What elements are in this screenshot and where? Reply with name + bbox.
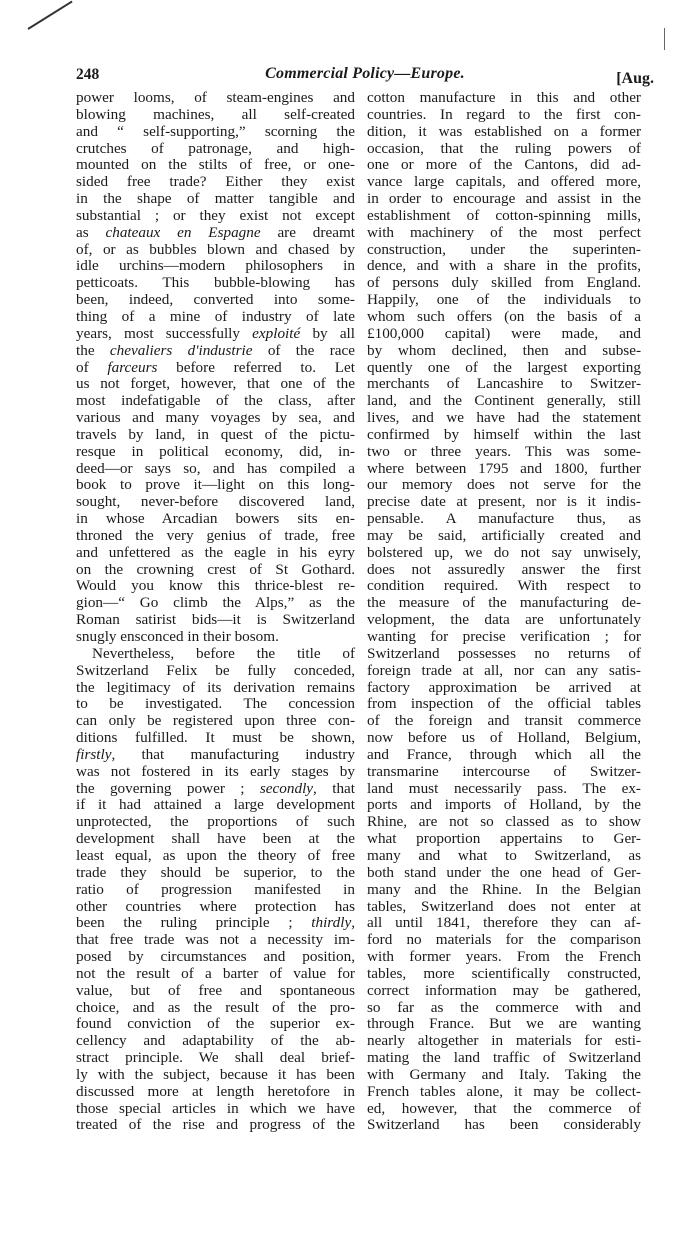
text-line: firstly, that manufacturing industry <box>76 745 355 763</box>
text-line: now before us of Holland, Belgium, <box>367 729 641 747</box>
italic-phrase: firstly <box>76 745 112 763</box>
text-line: development shall have been at the <box>76 830 355 848</box>
text-line: in whose Arcadian bowers sits en- <box>76 510 355 528</box>
text-line: of persons duly skilled from England. <box>367 274 641 292</box>
text-line: ford no materials for the comparison <box>367 931 641 949</box>
text-line: bolstered up, we do not say unwisely, <box>367 543 641 561</box>
text-line: substantial ; or they exist not except <box>76 206 355 224</box>
text-line: to be investigated. The concession <box>76 695 355 713</box>
page-header <box>76 64 654 88</box>
text-line: petticoats. This bubble-blowing has <box>76 274 355 292</box>
right-text-column <box>367 90 641 1134</box>
text-line: dence, and with a share in the profits, <box>367 257 641 275</box>
text-line: both stand under the one head of Ger- <box>367 863 641 881</box>
text-line: was not fostered in its early stages by <box>76 762 355 780</box>
text-line: confirmed by himself within the last <box>367 425 641 443</box>
text-line: French tables alone, it may be collect- <box>367 1082 641 1100</box>
text-line: foreign trade at all, nor can any satis- <box>367 661 641 679</box>
text-line: trade they should be superior, to the <box>76 863 355 881</box>
text-line: whom such offers (on the basis of a <box>367 307 641 325</box>
text-line: crutches of patronage, and high- <box>76 139 355 157</box>
text-line: stract principle. We shall deal brief- <box>76 1049 355 1067</box>
text-line: Happily, one of the individuals to <box>367 291 641 309</box>
text-line: condition required. With respect to <box>367 577 641 595</box>
text-line: deed—or says so, and has compiled a <box>76 459 355 477</box>
text-line: tables, more scientifically constructed, <box>367 964 641 982</box>
text-line: in the shape of matter tangible and <box>76 190 355 208</box>
text-line: occasion, that the ruling powers of <box>367 139 641 157</box>
left-text-column <box>76 90 355 1134</box>
text-line: sought, never-before discovered land, <box>76 493 355 511</box>
text-line: cellency and adaptability of the ab- <box>76 1032 355 1050</box>
text-line: on the crowning crest of St Gothard. <box>76 560 355 578</box>
text-line: been the ruling principle ; thirdly, <box>76 914 355 932</box>
text-line: choice, and as the result of the pro- <box>76 998 355 1016</box>
text-line: velopment, the data are unfortunately <box>367 611 641 629</box>
text-line: vance large capitals, and offered more, <box>367 173 641 191</box>
text-line: where between 1795 and 1800, further <box>367 459 641 477</box>
text-line: with former years. From the French <box>367 948 641 966</box>
text-line: wanting for precise verification ; for <box>367 628 641 645</box>
text-line: construction, under the superinten- <box>367 240 641 258</box>
text-line: the measure of the manufacturing de- <box>367 594 641 612</box>
text-line: that free trade was not a necessity im- <box>76 931 355 949</box>
text-line: those special articles in which we have <box>76 1099 355 1117</box>
text-line: mating the land traffic of Switzerland <box>367 1049 641 1067</box>
text-line: posed by circumstances and position, <box>76 948 355 966</box>
italic-phrase: secondly <box>259 779 314 797</box>
text-line: many and what to Switzerland, as <box>367 846 641 864</box>
text-line: Switzerland possesses no returns of <box>367 644 641 662</box>
text-line: countries. In regard to the first con- <box>367 105 641 123</box>
text-line: idle urchins—modern philosophers in <box>76 257 355 275</box>
text-line: two or three years. This was some- <box>367 442 641 460</box>
text-line: by whom declined, then and subse- <box>367 341 641 359</box>
text-line: may be said, artificially created and <box>367 526 641 544</box>
text-line: ports and imports of Holland, by the <box>367 796 641 814</box>
text-line: unprotected, the proportions of such <box>76 813 355 831</box>
text-line: us not forget, however, that one of the <box>76 375 355 393</box>
italic-phrase: thirdly <box>311 914 352 932</box>
text-line: what proportion appertains to Ger- <box>367 830 641 848</box>
text-line: snugly ensconced in their bosom. <box>76 628 279 645</box>
text-line: Switzerland Felix be fully conceded, <box>76 661 355 679</box>
text-line: factory approximation be arrived at <box>367 678 641 696</box>
text-line: £100,000 capital) were made, and <box>367 324 641 342</box>
text-line: the chevaliers d'industrie of the race <box>76 341 355 359</box>
text-line: establishment of cotton-spinning mills, <box>367 206 641 224</box>
text-line: been, indeed, converted into some- <box>76 291 355 309</box>
text-line: all until 1841, therefore they can af- <box>367 914 641 932</box>
text-line: transmarine intercourse of Switzer- <box>367 762 641 780</box>
text-line: merchants of Lancashire to Switzer- <box>367 375 641 393</box>
text-line: lives, and we have had the statement <box>367 409 641 427</box>
text-line: not the result of a barter of value for <box>76 964 355 982</box>
text-line: with Germany and Italy. Taking the <box>367 1065 641 1083</box>
text-line: does not assuredly answer the first <box>367 560 641 578</box>
text-line: our memory does not serve for the <box>367 476 641 494</box>
text-line: if it had attained a large development <box>76 796 355 814</box>
text-line: Would you know this thrice-blest re- <box>76 577 355 595</box>
text-line: most indefatigable of the class, after <box>76 392 355 410</box>
text-line: land must necessarily pass. The ex- <box>367 779 641 797</box>
text-line: found conviction of the superior ex- <box>76 1015 355 1033</box>
page-number: 248 <box>76 66 100 83</box>
text-line: cotton manufacture in this and other <box>367 89 641 106</box>
text-line: discussed more at length heretofore in <box>76 1082 355 1100</box>
text-line: the legitimacy of its derivation remains <box>76 678 355 696</box>
text-line: of the foreign and transit commerce <box>367 712 641 730</box>
text-line: as chateaux en Espagne are dreamt <box>76 223 355 241</box>
margin-edge-mark <box>664 28 665 50</box>
text-line: from inspection of the official tables <box>367 695 641 713</box>
text-line: correct information may be gathered, <box>367 981 641 999</box>
text-line: Roman satirist bids—it is Switzerland <box>76 611 355 629</box>
text-line: and “ self-supporting,” scorning the <box>76 122 355 140</box>
text-line: travels by land, in quest of the pictu- <box>76 425 355 443</box>
text-line: treated of the rise and progress of the <box>76 1116 355 1134</box>
pen-stroke-mark <box>27 1 72 30</box>
text-line: book to prove it—light on this long- <box>76 476 355 494</box>
text-line: ratio of progression manifested in <box>76 880 355 898</box>
text-line: of farceurs before referred to. Let <box>76 358 355 376</box>
text-line: value, but of free and spontaneous <box>76 981 355 999</box>
italic-phrase: exploité <box>252 324 301 342</box>
italic-phrase: chateaux en Espagne <box>105 223 261 241</box>
text-line: with machinery of the most perfect <box>367 223 641 241</box>
text-line: of, or as bubbles blown and chased by <box>76 240 355 258</box>
text-line: dition, it was established on a former <box>367 122 641 140</box>
text-line: nearly altogether in materials for esti- <box>367 1032 641 1050</box>
text-line: in order to encourage and assist in the <box>367 190 641 208</box>
text-line: and unfettered as the eagle in his eyry <box>76 543 355 561</box>
text-line: mounted on the stilts of free, or one- <box>76 156 355 174</box>
text-line: Rhine, are not so classed as to show <box>367 813 641 831</box>
text-line: least equal, as upon the theory of free <box>76 846 355 864</box>
text-line: blowing machines, all self-created <box>76 105 355 123</box>
text-line: Nevertheless, before the title of <box>92 644 355 662</box>
text-line: ly with the subject, because it has been <box>76 1065 355 1083</box>
text-line: various and many voyages by sea, and <box>76 409 355 427</box>
text-line: can only be registered upon three con- <box>76 712 355 730</box>
text-line: ed, however, that the commerce of <box>367 1099 641 1117</box>
text-line: sided free trade? Either they exist <box>76 173 355 191</box>
text-line: resque in political economy, did, in- <box>76 442 355 460</box>
text-line: through France. But we are wanting <box>367 1015 641 1033</box>
text-line: throned the very genius of trade, free <box>76 526 355 544</box>
italic-phrase: farceurs <box>107 358 158 376</box>
text-line: and France, through which all the <box>367 745 641 763</box>
text-line: Switzerland has been considerably <box>367 1116 641 1134</box>
text-line: pensable. A manufacture thus, as <box>367 510 641 528</box>
text-line: one or more of the Cantons, did ad- <box>367 156 641 174</box>
text-line: tables, Switzerland does not enter at <box>367 897 641 915</box>
text-line: ditions fulfilled. It must be shown, <box>76 729 355 747</box>
text-line: quently one of the largest exporting <box>367 358 641 376</box>
text-line: thing of a mine of industry of late <box>76 307 355 325</box>
text-line: the governing power ; secondly, that <box>76 779 355 797</box>
running-title: Commercial Policy—Europe. <box>265 65 465 82</box>
text-line: precise date at present, nor is it indis- <box>367 493 641 511</box>
text-line: many and the Rhine. In the Belgian <box>367 880 641 898</box>
text-line: so far as the commerce with and <box>367 998 641 1016</box>
text-line: land, and the Continent generally, still <box>367 392 641 410</box>
text-line: other countries where protection has <box>76 897 355 915</box>
text-line: gion—“ Go climb the Alps,” as the <box>76 594 355 612</box>
text-line: years, most successfully exploité by all <box>76 324 355 342</box>
text-line: power looms, of steam-engines and <box>76 89 355 106</box>
italic-phrase: chevaliers d'industrie <box>109 341 253 359</box>
date-mark: [Aug. <box>616 70 654 87</box>
